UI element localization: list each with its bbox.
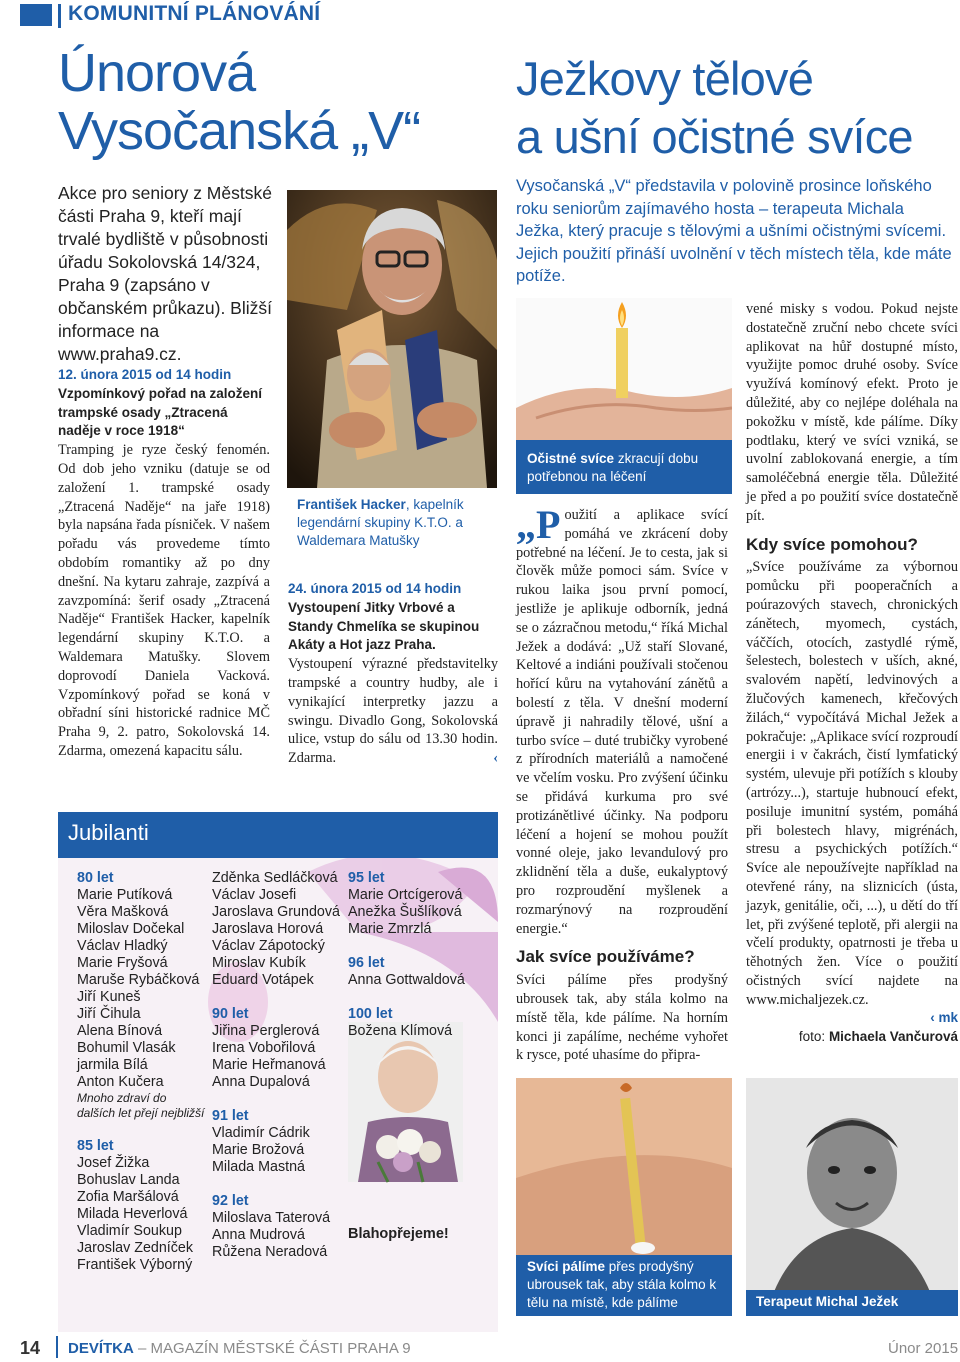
- jubilant-name: jarmila Bílá: [77, 1057, 148, 1073]
- magazine-name: [68, 1340, 411, 1357]
- jubilant-name: Růžena Neradová: [212, 1244, 328, 1260]
- jubilant-name: Vladimír Soukup: [77, 1223, 182, 1239]
- article-title-line2: Vysočanská „V“: [58, 101, 421, 161]
- jubilant-name: Jiřina Perglerová: [212, 1023, 320, 1039]
- subheading-how: Jak svíce používáme?: [516, 947, 695, 967]
- name-list: [348, 887, 493, 938]
- body-paragraph-4: „Svíce používáme za výbornou pomůcku při pooperačních a poúrazových stavech, chronických zánětech, myomech, cystách, váččích, otocích, zastydlé rýmě, šelestech, bolestech v uších, akné, svalovém napětí, ledvinových a žlučových kamenech, křečových žilách,“ vypočítává Michal Ježek a pokračuje: „Aplikace svící rozproudí energii i v čakrách, čistí lymfatický systém, ulevuje při potížích s klouby (artrózy...), startuje hubnoucí efekt, posiluje imunitní systém, pomáhá při bolestech hlavy, migrénách, stresu a psychických potížích.“ Svíce ale nepoužívejte například na otevřené rány, na sliznicích (ústa, jazyk, genitálie, oči, ...), u dětí do tří let, při zvýšené teplotě, při alergii na včelí produkty, opatrnosti je třeba u těhotných žen. Více o použití očistných svící najdete na www.michaljezek.cz.: [746, 559, 958, 1008]
- jubilant-name: Milada Heverlová: [77, 1206, 188, 1222]
- footer-divider: [56, 1336, 58, 1358]
- jubilant-name: Irena Vobořilová: [212, 1040, 316, 1056]
- body-1-text: oužití a aplikace svící pomáhá ve zkrácení doby potřebné na léčení. Je to cesta, jak si člověk může pomoci sám. Svíce v rukou laika jsou první pomocí, jestliže je aplikuje odborník, jedná se o zázračnou metodu,“ říká Michal Ježek a dodává: „Už staří Slované, Keltové a indiáni používali stočenou hořící kůru na vytahování zánětů a bolestí z těla. V dnešní moderní úpravě ji nahradily tělové, ušní a turbo svíce – duté trubičky vyrobené z přírodních materiálů a namočené ve včelím vosku. Pro zvýšení účinku se přidává kurkuma pro své protizánětlivé účinky. Na podporu léčení a hojení se mohou použít vonné oleje, jako levandulový pro zklidnění těla a duše, eukalyptový pro rozproudění myšlenek a rozmarýnový na rozproudění energie.“: [516, 507, 728, 937]
- jubilant-name: František Výborný: [77, 1257, 193, 1273]
- caption-candles-bold: Očistné svíce: [527, 451, 615, 466]
- caption-candles-rest: zkracují dobu potřebnou na léčení: [527, 451, 699, 484]
- jubilant-name: Zofia Maršálová: [77, 1189, 179, 1205]
- age-heading: 92 let: [212, 1193, 249, 1209]
- jubilant-name: Anna Mudrová: [212, 1227, 305, 1243]
- photo-candle-in-hand: [516, 298, 732, 440]
- article-intro: Akce pro seniory z Městské části Praha 9, kteří mají trvalé bydliště v působnosti úřadu Sokolovská 14/324, Praha 9 (zapsáno v občanském průkazu). Bližší informace na www.praha9.cz.: [58, 183, 272, 364]
- age-heading: 95 let: [348, 870, 385, 886]
- event-1: [58, 366, 270, 761]
- jubilant-name: Miloslava Taterová: [212, 1210, 331, 1226]
- photo-credit: [746, 1028, 958, 1047]
- body-paragraph-3: vené misky s vodou. Pokud nejste dostatečně zruční nebo chcete svíci aplikovat na hůř dostupné místo, využijte pomoc druhé osoby. Svíce využívá komínový efekt. Proto je důležité, aby co nejlépe doléhala na pokožku v místě, kde pálíme. Díky podtlaku, který ve svíci vzniká, se uvolní zablokovaná energie, a tím samoléčebná energie těla. Důležité je před a po použití svíce dostatečně pít.: [746, 301, 958, 524]
- jubilant-name: Jaroslava Horová: [212, 921, 324, 937]
- jubilant-name: Zděnka Sedláčková: [212, 870, 338, 886]
- photo-caption-name: František Hacker: [297, 497, 406, 512]
- jubilanti-column-3: [348, 870, 493, 1040]
- name-list: [212, 1210, 342, 1261]
- event-2-date: 24. února 2015 od 14 hodin: [288, 581, 462, 596]
- jubilant-name: Bohuslav Landa: [77, 1172, 180, 1188]
- right-article-title: [516, 50, 956, 166]
- name-list: [77, 887, 207, 1091]
- right-title-line2: a ušní očistné svíce: [516, 110, 913, 163]
- jubilanti-title: Jubilanti: [68, 820, 149, 845]
- jubilanti-column-2: [212, 870, 342, 1261]
- article-title: [58, 44, 478, 160]
- jubilant-name: Marie Brožová: [212, 1142, 305, 1158]
- event-1-date: 12. února 2015 od 14 hodin: [58, 367, 232, 382]
- jubilant-name: Václav Hladký: [77, 938, 168, 954]
- age-heading: 90 let: [212, 1006, 249, 1022]
- jubilant-name: Anna Dupalová: [212, 1074, 310, 1090]
- name-list: [77, 1155, 207, 1274]
- photo-caption-rest: , kapelník legendární skupiny K.T.O. a Waldemara Matušky: [297, 497, 464, 548]
- jubilant-name: Anton Kučera: [77, 1074, 164, 1090]
- jubilant-name: Maruše Rybáčková: [77, 972, 200, 988]
- jubilant-name: Anežka Šušlíková: [348, 904, 462, 920]
- jubilant-name: Jiří Kuneš: [77, 989, 141, 1005]
- author-mark: ‹ mk: [930, 1010, 958, 1026]
- caption-burning-bold: Svíci pálíme: [527, 1259, 606, 1274]
- name-list: [212, 1023, 342, 1091]
- jubilant-name: Alena Bínová: [77, 1023, 163, 1039]
- age-heading: 85 let: [77, 1138, 114, 1154]
- caption-burning: [527, 1258, 727, 1312]
- section-marker: [20, 4, 52, 26]
- photo-credit-label: foto:: [798, 1029, 829, 1045]
- right-article-lede: Vysočanská „V“ představila v polovině prosince loňského roku seniorům zajímavého hosta – terapeuta Michala Ježka, který pracuje s tělovými a ušními očistnými svícemi. Jejich použití přináší uvolnění v těch místech těla, kde máte potíže.: [516, 177, 952, 285]
- jubilant-name: Václav Zápotocký: [212, 938, 325, 954]
- age-heading: 80 let: [77, 870, 114, 886]
- event-2-body: Vystoupení výrazné představitelky trampské a country hudby, ale i vynikající interpretky jazzu a swingu. Divadlo Gong, Sokolovská ulice, vstup do sálu od 13.30 hodin. Zdarma.: [288, 656, 498, 767]
- event-2: [288, 580, 498, 768]
- jubilant-name: Vladimír Cádrik: [212, 1125, 310, 1141]
- caption-candles: [527, 450, 727, 486]
- jubilant-name: Eduard Votápek: [212, 972, 314, 988]
- jubilant-name: Anna Gottwaldová: [348, 972, 465, 988]
- body-paragraph-1: [516, 502, 728, 938]
- jubilant-name: Marie Zmrzlá: [348, 921, 432, 937]
- event-2-title: Vystoupení Jitky Vrbové a Standy Chmelíka se skupinou Akáty a Hot jazz Praha.: [288, 599, 480, 653]
- jubilant-name: Božena Klímová: [348, 1023, 453, 1039]
- author-sign: [746, 1009, 958, 1028]
- jubilant-name: Marie Fryšová: [77, 955, 168, 971]
- jubilant-name: Miroslav Kubík: [212, 955, 306, 971]
- name-list: [348, 972, 493, 989]
- end-mark-icon: ‹: [493, 750, 498, 767]
- event-1-body: Tramping je ryze český fenomén. Od dob jeho vzniku (datuje se od založení 1. trampské osady „Ztracená Naděje“ na jaře 1918) byla napsána řada písniček. V našem pořadu vás provedeme tímto obdobím romantiky až po dny dnešní. Na kytaru zahraje, zazpívá a zavzpomíná: šerif osady „Ztracená Naděje“ František Hacker, kapelník legendární skupiny K.T.O. a Waldemara Matušky. Slovem doprovodí Daniela Vacková. Vzpomínkový pořad se koná v obřadní síni historické radnice MČ Praha 9, 2. patro, Sokolovská 14. Zdarma, omezená kapacitu sálu.: [58, 442, 270, 759]
- right-body-column-2: [746, 300, 958, 1047]
- subheading-when: Kdy svíce pomohou?: [746, 534, 918, 554]
- jubilant-name: Jiří Čihula: [77, 1006, 141, 1022]
- jubilant-name: Josef Žižka: [77, 1155, 150, 1171]
- photo-michal-jezek: [746, 1078, 958, 1316]
- event-1-title: Vzpomínkový pořad na založení trampské osady „Ztracená naděje v roce 1918“: [58, 385, 263, 439]
- age-heading: 96 let: [348, 955, 385, 971]
- name-list: [212, 870, 342, 989]
- caption-burning-rest: přes prodyšný ubrousek tak, aby stála kolmo k tělu na místě, kde pálíme: [527, 1259, 717, 1310]
- section-label: KOMUNITNÍ PLÁNOVÁNÍ: [68, 2, 321, 25]
- photo-frantisek-hacker: [287, 190, 497, 488]
- page-number: 14: [20, 1338, 41, 1358]
- magazine-name-bold: DEVÍTKA: [68, 1340, 134, 1357]
- article-title-line1: Únorová: [58, 43, 256, 103]
- jubilant-name: Václav Josefi: [212, 887, 297, 903]
- jubilant-name: Miloslav Dočekal: [77, 921, 185, 937]
- jubilanti-column-1: [77, 870, 207, 1274]
- drop-cap: „P: [516, 502, 561, 547]
- right-body-column-1: [516, 502, 728, 1065]
- birthday-wish: Mnoho zdraví do dalších let přejí nejbližší: [77, 1091, 205, 1120]
- name-list: [348, 1023, 493, 1040]
- name-list: [212, 1125, 342, 1176]
- jubilant-name: Milada Mastná: [212, 1159, 305, 1175]
- congratulations: Blahopřejeme!: [348, 1226, 449, 1242]
- section-divider: [58, 4, 61, 28]
- age-heading: 91 let: [212, 1108, 249, 1124]
- jubilant-name: Věra Mašková: [77, 904, 169, 920]
- age-heading: 100 let: [348, 1006, 393, 1022]
- issue-date: Únor 2015: [888, 1340, 959, 1357]
- jubilant-name: Jaroslava Grundová: [212, 904, 340, 920]
- jubilant-name: Marie Putíková: [77, 887, 173, 903]
- caption-therapist: Terapeut Michal Ježek: [756, 1294, 899, 1309]
- event-2-body-wrap: [288, 655, 498, 768]
- jubilant-name: Bohumil Vlasák: [77, 1040, 176, 1056]
- body-paragraph-2: Svíci pálíme přes prodyšný ubrousek tak, aby stála kolmo na místě těla, kde pálíme. Na horním konci ji zapálíme, nechéme vyhořet k rysce, poté uhasíme do připra-: [516, 972, 728, 1064]
- jubilant-name: Marie Heřmanová: [212, 1057, 326, 1073]
- photo-credit-author: Michaela Vančurová: [828, 1029, 958, 1045]
- magazine-name-rest: – MAGAZÍN MĚSTSKÉ ČÁSTI PRAHA 9: [133, 1340, 411, 1357]
- photo-caption: [297, 496, 497, 550]
- jubilant-name: Jaroslav Zedníček: [77, 1240, 194, 1256]
- right-title-line1: Ježkovy tělové: [516, 52, 814, 105]
- jubilant-name: Marie Ortcígerová: [348, 887, 463, 903]
